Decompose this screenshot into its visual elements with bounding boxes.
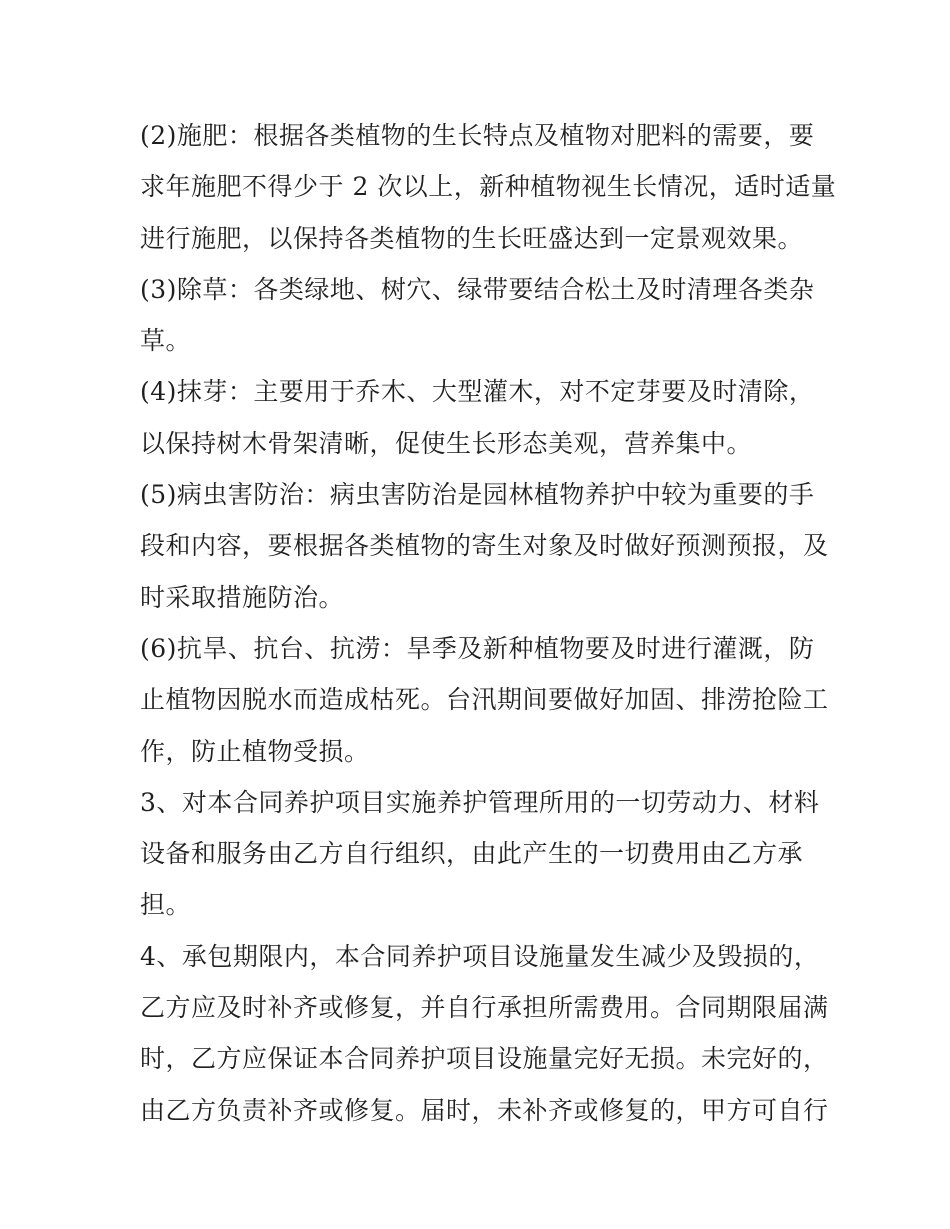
text-line: 乙方应及时补齐或修复，并自行承担所需费用。合同期限届满 — [140, 993, 829, 1023]
text-line: (4)抹芽：主要用于乔木、大型灌木，对不定芽要及时清除， — [140, 377, 815, 407]
text-line: (2)施肥：根据各类植物的生长特点及植物对肥料的需要，要 — [140, 121, 815, 150]
document-body — [140, 110, 837, 1136]
text-line: 由乙方负责补齐或修复。届时，未补齐或修复的，甲方可自行 — [140, 1095, 829, 1125]
text-line: 担。 — [140, 890, 192, 920]
text-line: 4、承包期限内，本合同养护项目设施量发生减少及毁损的， — [140, 941, 820, 971]
text-line: 进行施肥，以保持各类植物的生长旺盛达到一定景观效果。 — [140, 223, 804, 253]
text-line: 3、对本合同养护项目实施养护管理所用的一切劳动力、材料 — [140, 787, 820, 817]
text-line: 时，乙方应保证本合同养护项目设施量完好无损。未完好的， — [140, 1044, 829, 1074]
text-line: 以保持树木骨架清晰，促使生长形态美观，营养集中。 — [140, 428, 753, 458]
text-line: 设备和服务由乙方自行组织，由此产生的一切费用由乙方承 — [140, 839, 804, 869]
text-line: (5)病虫害防治：病虫害防治是园林植物养护中较为重要的手 — [140, 480, 815, 510]
text-line: 段和内容，要根据各类植物的寄生对象及时做好预测预报，及 — [140, 531, 829, 561]
text-line: 时采取措施防治。 — [140, 582, 345, 612]
text-line: 求年施肥不得少于 2 次以上，新种植物视生长情况，适时适量 — [140, 172, 837, 202]
text-line: 作，防止植物受损。 — [140, 736, 370, 766]
text-line: (3)除草：各类绿地、树穴、绿带要结合松土及时清理各类杂 — [140, 274, 815, 304]
text-line: 草。 — [140, 326, 192, 356]
text-line: (6)抗旱、抗台、抗涝：旱季及新种植物要及时进行灌溉，防 — [140, 633, 815, 663]
text-line: 止植物因脱水而造成枯死。台汛期间要做好加固、排涝抢险工 — [140, 685, 829, 715]
